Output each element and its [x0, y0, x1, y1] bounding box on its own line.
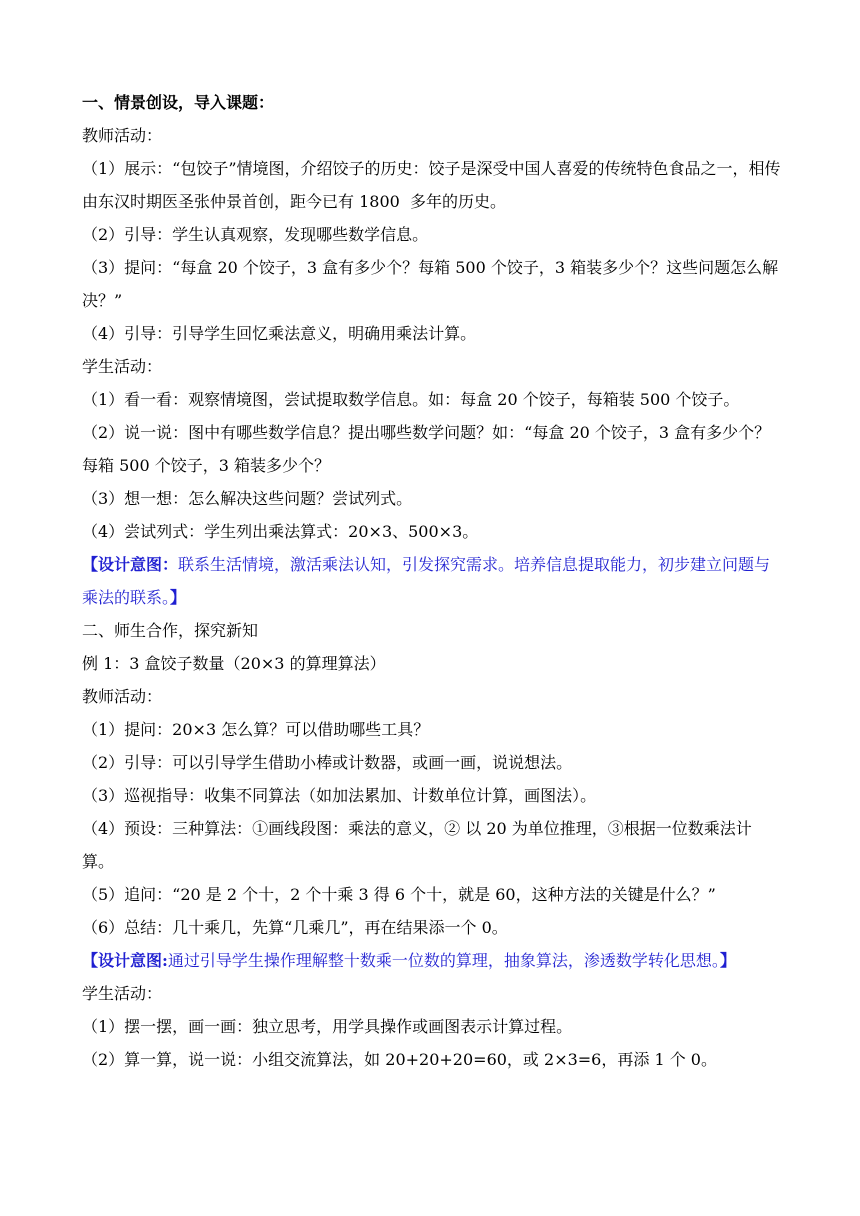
section-2-title: 二、师生合作，探究新知: [82, 621, 259, 640]
design-intent-close: 】: [170, 588, 187, 607]
example-1-title: 例 1：3 盒饺子数量（20×3 的算理算法）: [82, 654, 386, 673]
student-item-3: （3）想一想：怎么解决这些问题？尝试列式。: [82, 489, 413, 508]
student-item-2-1: （1）摆一摆，画一画：独立思考，用学具操作或画图表示计算过程。: [82, 1017, 573, 1036]
teacher-item-2-6: （6）总结：几十乘几，先算“几乘几”，再在结果添一个 0。: [82, 918, 508, 937]
student-item-1: （1）看一看：观察情境图，尝试提取数学信息。如：每盒 20 个饺子，每箱装 500 个饺子。: [82, 390, 740, 409]
student-item-2-2: （2）算一算，说一说：小组交流算法，如 20+20+20=60，或 2×3=6，再添 1 个 0。: [82, 1050, 717, 1069]
design-intent-1: [82, 548, 782, 614]
teacher-item-2-4: （4）预设：三种算法：①画线段图：乘法的意义，② 以 20 为单位推理，③根据一位数乘法计算。: [82, 819, 752, 871]
teacher-item-2-3: （3）巡视指导：收集不同算法（如加法累加、计数单位计算，画图法）。: [82, 786, 597, 805]
teacher-item-1: （1）展示：“包饺子”情境图，介绍饺子的历史：饺子是深受中国人喜爱的传统特色食品之一，相传由东汉时期医圣张仲景首创，距今已有 1800 多年的历史。: [82, 159, 781, 211]
teacher-item-2-5: （5）追问：“20 是 2 个十，2 个十乘 3 得 6 个十，就是 60，这种方法的关键是什么？”: [82, 885, 716, 904]
design-intent-tag: 【设计意图：: [82, 555, 179, 574]
document-page: [82, 86, 782, 1076]
teacher-item-4: （4）引导：引导学生回忆乘法意义，明确用乘法计算。: [82, 324, 477, 343]
student-activity-label: 学生活动：: [82, 357, 163, 376]
design-intent-text: 联系生活情境，激活乘法认知，引发探究需求。培养信息提取能力，初步建立问题与乘法的联系。: [82, 555, 771, 607]
design-intent-2: [82, 944, 782, 977]
teacher-item-2: （2）引导：学生认真观察，发现哪些数学信息。: [82, 225, 429, 244]
teacher-activity-label-2: 教师活动：: [82, 687, 163, 706]
student-item-4: （4）尝试列式：学生列出乘法算式：20×3、500×3。: [82, 522, 479, 541]
design-intent-tag-2: 【设计意图:: [82, 951, 168, 970]
teacher-item-2-1: （1）提问：20×3 怎么算？可以借助哪些工具？: [82, 720, 430, 739]
student-item-2: （2）说一说：图中有哪些数学信息？提出哪些数学问题？如：“每盒 20 个饺子，3 盒有多少个？每箱 500 个饺子，3 箱装多少个？: [82, 423, 771, 475]
student-activity-label-2: 学生活动：: [82, 984, 163, 1003]
teacher-item-2-2: （2）引导：可以引导学生借助小棒或计数器，或画一画，说说想法。: [82, 753, 573, 772]
teacher-activity-label: 教师活动：: [82, 126, 163, 145]
section-1-title: 一、情景创设，导入课题：: [82, 93, 275, 112]
design-intent-text-2: 通过引导学生操作理解整十数乘一位数的算理，抽象算法，渗透数学转化思想。: [167, 951, 720, 970]
design-intent-close-2: 】: [719, 951, 736, 970]
teacher-item-3: （3）提问：“每盒 20 个饺子，3 盒有多少个？每箱 500 个饺子，3 箱装多少个？这些问题怎么解决？”: [82, 258, 779, 310]
